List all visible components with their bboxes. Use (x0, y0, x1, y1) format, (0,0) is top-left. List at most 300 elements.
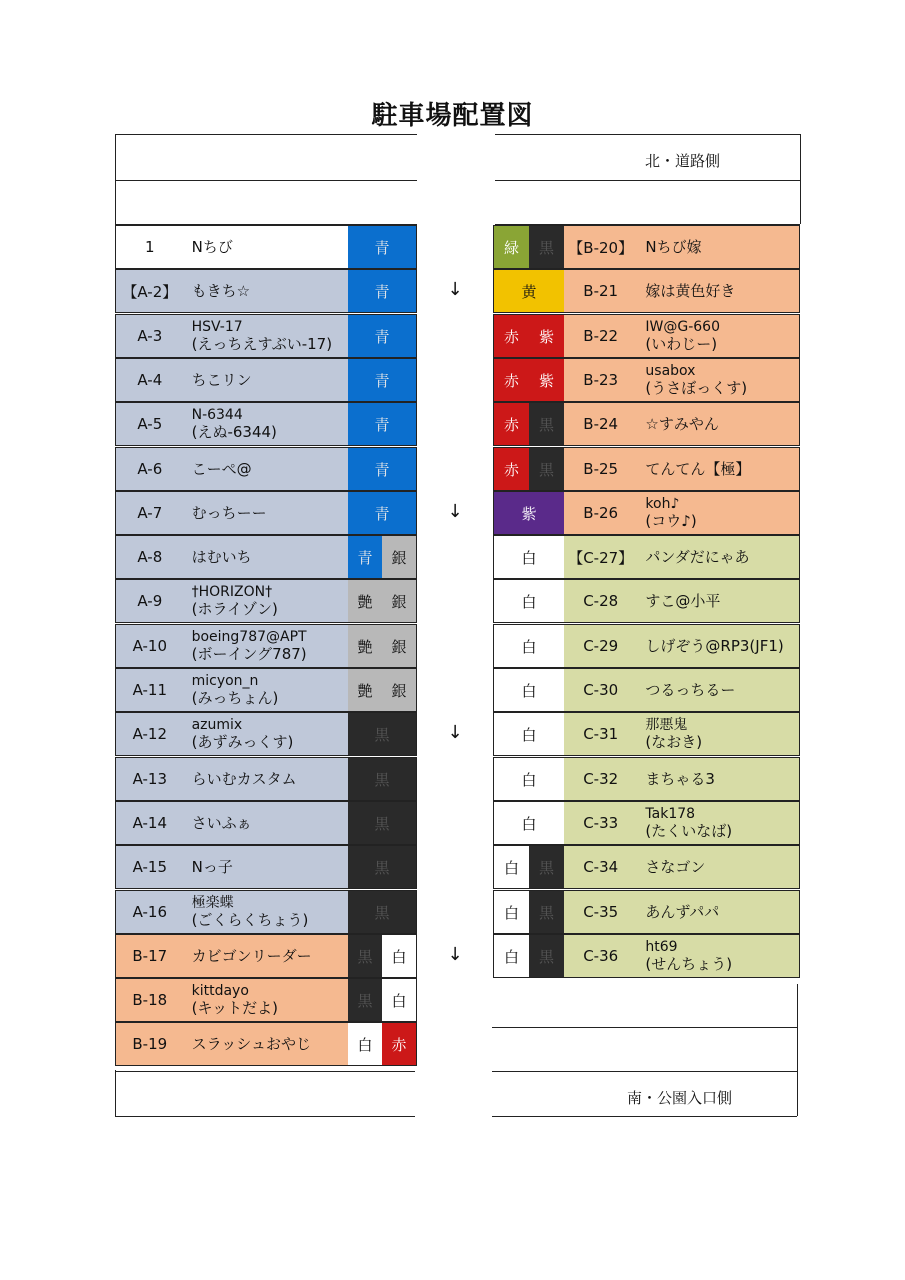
car-color-swatch: 白 (494, 669, 564, 711)
owner-name-line2: (えっちえすぶい-17) (191, 335, 333, 353)
car-color-box (494, 669, 564, 711)
car-color-swatch: 青 (348, 448, 416, 490)
left-parking-row (115, 845, 417, 889)
space-id-text: A-8 (137, 548, 163, 566)
car-color-swatch: 白 (494, 802, 564, 844)
space-id (116, 802, 184, 844)
space-id-text: C-33 (583, 814, 619, 832)
space-id (564, 226, 637, 268)
space-id (116, 226, 184, 268)
car-color-box (494, 802, 564, 844)
right-parking-row (493, 225, 800, 269)
right-parking-row (493, 269, 800, 313)
south-label: 南・公園入口側 (627, 1089, 733, 1107)
owner-name-line1: さなゴン (645, 857, 706, 876)
space-id (116, 492, 184, 534)
owner-name-line2: (ごくらくちょう) (191, 911, 309, 929)
owner-name-line2: (みっちょん) (191, 689, 279, 707)
left-parking-row (115, 757, 417, 801)
owner-name-line2: (せんちょう) (645, 955, 733, 973)
down-arrow-icon: ↓ (447, 944, 463, 965)
car-color-box (348, 226, 416, 268)
space-id (116, 359, 184, 401)
left-parking-row (115, 1022, 417, 1066)
space-id-text: A-5 (137, 415, 163, 433)
left-border-top (115, 134, 116, 224)
owner-name-line2: (キットだよ) (191, 999, 278, 1017)
owner-name-line1: スラッシュおやじ (191, 1034, 311, 1053)
right-parking-row (493, 535, 800, 579)
car-color-box (348, 979, 416, 1021)
car-color-box (494, 536, 564, 578)
car-color-box (494, 226, 564, 268)
owner-name-line1: kittdayo (191, 983, 249, 999)
footer-line-right-1 (492, 1027, 797, 1028)
owner-name-line1: こーぺ@ (191, 459, 252, 478)
space-id (564, 713, 637, 755)
car-color-swatch: 青 (348, 536, 382, 578)
right-parking-row (493, 624, 800, 668)
left-parking-row (115, 668, 417, 712)
owner-name (637, 315, 799, 357)
owner-name (184, 492, 348, 534)
car-color-box (348, 359, 416, 401)
right-parking-row (493, 845, 800, 889)
left-parking-row (115, 624, 417, 668)
car-color-box (494, 359, 564, 401)
space-id-text: A-11 (132, 681, 168, 699)
car-color-swatch: 銀 (382, 625, 416, 667)
space-id-text: A-10 (132, 637, 168, 655)
owner-name-line1: カビゴンリーダー (191, 946, 312, 965)
space-id (564, 359, 637, 401)
car-color-box (348, 492, 416, 534)
car-color-swatch: 白 (494, 846, 529, 888)
space-id (564, 625, 637, 667)
right-border-bottom (797, 984, 798, 1116)
car-color-box (494, 713, 564, 755)
car-color-box (348, 669, 416, 711)
car-color-box (494, 315, 564, 357)
space-id-text: 【A-2】 (122, 282, 178, 301)
car-color-swatch: 黒 (529, 891, 564, 933)
owner-name (637, 536, 799, 578)
space-id (116, 536, 184, 578)
car-color-box (494, 403, 564, 445)
space-id (116, 935, 184, 977)
down-arrow-icon: ↓ (447, 279, 463, 300)
car-color-box (494, 891, 564, 933)
space-id-text: B-23 (583, 371, 619, 389)
right-parking-row (493, 491, 800, 535)
space-id-text: C-35 (583, 903, 619, 921)
owner-name-line1: boeing787@APT (191, 629, 307, 645)
car-color-swatch: 緑 (494, 226, 529, 268)
space-id (564, 403, 637, 445)
space-id (116, 669, 184, 711)
owner-name-line1: usabox (645, 363, 696, 379)
owner-name-line2: (えぬ-6344) (191, 423, 277, 441)
owner-name (184, 979, 348, 1021)
right-parking-row (493, 314, 800, 358)
left-parking-row (115, 402, 417, 446)
car-color-swatch: 白 (382, 979, 416, 1021)
owner-name-line2: (なおき) (645, 733, 703, 751)
space-id (116, 846, 184, 888)
car-color-box (348, 846, 416, 888)
space-id-text: A-4 (137, 371, 163, 389)
car-color-swatch: 白 (494, 935, 529, 977)
space-id (564, 669, 637, 711)
space-id (116, 448, 184, 490)
car-color-swatch: 黒 (529, 226, 564, 268)
header-mid-line-right (495, 180, 800, 181)
space-id-text: B-18 (132, 991, 168, 1009)
car-color-box (348, 713, 416, 755)
left-parking-row (115, 314, 417, 358)
car-color-box (494, 758, 564, 800)
car-color-swatch: 黒 (529, 846, 564, 888)
right-parking-row (493, 358, 800, 402)
car-color-swatch: 白 (348, 1023, 382, 1065)
space-id (116, 580, 184, 622)
owner-name (637, 403, 799, 445)
owner-name-line1: ht69 (645, 939, 678, 955)
car-color-box (494, 270, 564, 312)
space-id (564, 758, 637, 800)
car-color-box (348, 270, 416, 312)
owner-name (184, 315, 348, 357)
car-color-swatch: 黒 (348, 891, 416, 933)
space-id-text: B-19 (132, 1035, 168, 1053)
space-id (564, 846, 637, 888)
car-color-swatch: 艶 (348, 580, 382, 622)
car-color-swatch: 白 (494, 713, 564, 755)
footer-line-right-3 (492, 1116, 797, 1117)
owner-name-line1: †HORIZON† (191, 584, 273, 600)
space-id-text: B-26 (583, 504, 619, 522)
owner-name (184, 536, 348, 578)
car-color-swatch: 赤 (494, 403, 529, 445)
owner-name-line1: Nちび (191, 237, 233, 256)
owner-name-line1: N-6344 (191, 407, 243, 423)
owner-name-line1: Tak178 (645, 806, 696, 822)
space-id-text: A-6 (137, 460, 163, 478)
space-id (116, 1023, 184, 1065)
left-parking-row (115, 269, 417, 313)
owner-name (637, 846, 799, 888)
space-id (564, 802, 637, 844)
owner-name (637, 713, 799, 755)
left-border-bottom (115, 1070, 116, 1116)
car-color-swatch: 赤 (494, 448, 529, 490)
space-id (564, 315, 637, 357)
car-color-swatch: 銀 (382, 669, 416, 711)
space-id (116, 891, 184, 933)
owner-name (184, 448, 348, 490)
owner-name (184, 226, 348, 268)
owner-name-line1: ☆すみやん (645, 414, 719, 433)
owner-name (637, 935, 799, 977)
car-color-swatch: 赤 (494, 315, 529, 357)
car-color-swatch: 白 (494, 536, 564, 578)
car-color-box (348, 315, 416, 357)
right-parking-row (493, 712, 800, 756)
right-parking-row (493, 934, 800, 978)
space-id (564, 448, 637, 490)
car-color-swatch: 銀 (382, 580, 416, 622)
space-id-text: B-21 (583, 282, 619, 300)
space-id-text: A-15 (132, 858, 168, 876)
left-parking-row (115, 535, 417, 579)
car-color-box (494, 448, 564, 490)
owner-name-line1: はむいち (191, 547, 252, 566)
left-parking-row (115, 447, 417, 491)
car-color-swatch: 紫 (529, 315, 564, 357)
owner-name-line2: (コウ♪) (645, 512, 697, 530)
owner-name (637, 270, 799, 312)
space-id (564, 580, 637, 622)
car-color-box (494, 580, 564, 622)
right-parking-row (493, 447, 800, 491)
header-top-line-right (495, 134, 800, 135)
footer-line-right-2 (492, 1071, 797, 1072)
car-color-box (348, 1023, 416, 1065)
car-color-box (348, 536, 416, 578)
car-color-swatch: 白 (494, 758, 564, 800)
space-id (116, 625, 184, 667)
owner-name (637, 669, 799, 711)
owner-name-line2: (あずみっくす) (191, 733, 294, 751)
car-color-box (348, 758, 416, 800)
space-id-text: C-29 (583, 637, 619, 655)
owner-name-line1: Nっ子 (191, 857, 233, 876)
car-color-swatch: 銀 (382, 536, 416, 578)
car-color-box (494, 492, 564, 534)
right-parking-row (493, 668, 800, 712)
owner-name (184, 1023, 348, 1065)
right-parking-row (493, 801, 800, 845)
car-color-swatch: 黒 (348, 979, 382, 1021)
car-color-swatch: 赤 (382, 1023, 416, 1065)
footer-line-left-2 (115, 1116, 415, 1117)
owner-name-line1: さいふぁ (191, 813, 252, 832)
car-color-swatch: 白 (494, 580, 564, 622)
owner-name (637, 492, 799, 534)
space-id-text: B-22 (583, 327, 619, 345)
owner-name (637, 580, 799, 622)
right-parking-row (493, 890, 800, 934)
space-id (116, 403, 184, 445)
space-id-text: 1 (145, 238, 155, 256)
car-color-swatch: 赤 (494, 359, 529, 401)
car-color-swatch: 白 (494, 891, 529, 933)
owner-name-line2: (ホライゾン) (191, 600, 278, 618)
car-color-swatch: 艶 (348, 669, 382, 711)
space-id-text: 【C-27】 (568, 548, 634, 567)
footer-line-left-1 (115, 1071, 415, 1072)
owner-name (184, 669, 348, 711)
owner-name (184, 270, 348, 312)
owner-name-line1: てんてん【極】 (645, 459, 751, 478)
space-id-text: A-13 (132, 770, 168, 788)
car-color-swatch: 青 (348, 359, 416, 401)
owner-name-line1: むっちーー (191, 503, 267, 522)
car-color-swatch: 青 (348, 315, 416, 357)
car-color-box (494, 846, 564, 888)
car-color-box (494, 625, 564, 667)
space-id (564, 492, 637, 534)
space-id-text: C-30 (583, 681, 619, 699)
car-color-swatch: 黒 (529, 448, 564, 490)
space-id-text: A-3 (137, 327, 163, 345)
car-color-swatch: 青 (348, 403, 416, 445)
owner-name-line1: しげぞう@RP3(JF1) (645, 636, 784, 655)
owner-name-line1: あんずパパ (645, 902, 720, 921)
space-id-text: C-36 (583, 947, 619, 965)
space-id-text: A-9 (137, 592, 163, 610)
left-parking-row (115, 890, 417, 934)
car-color-swatch: 黒 (348, 935, 382, 977)
space-id (116, 315, 184, 357)
left-parking-row (115, 934, 417, 978)
owner-name-line2: (たくいなば) (645, 822, 733, 840)
car-color-swatch: 青 (348, 226, 416, 268)
right-parking-row (493, 757, 800, 801)
owner-name (637, 226, 799, 268)
space-id (564, 935, 637, 977)
owner-name-line2: (うさぼっくす) (645, 379, 748, 397)
left-parking-row (115, 491, 417, 535)
car-color-box (348, 802, 416, 844)
space-id-text: B-17 (132, 947, 168, 965)
owner-name-line1: らいむカスタム (191, 769, 297, 788)
owner-name (637, 359, 799, 401)
owner-name-line1: 嫁は黄色好き (645, 281, 736, 300)
owner-name-line1: micyon_n (191, 673, 259, 689)
car-color-swatch: 黒 (529, 935, 564, 977)
car-color-swatch: 黒 (348, 846, 416, 888)
owner-name-line2: (いわじー) (645, 335, 718, 353)
owner-name (184, 713, 348, 755)
space-id-text: B-25 (583, 460, 619, 478)
car-color-swatch: 紫 (529, 359, 564, 401)
car-color-box (348, 625, 416, 667)
space-id (564, 891, 637, 933)
right-parking-row (493, 402, 800, 446)
car-color-box (348, 403, 416, 445)
owner-name-line1: パンダだにゃあ (645, 547, 750, 566)
header-top-line-left (115, 134, 417, 135)
owner-name (184, 846, 348, 888)
space-id (116, 979, 184, 1021)
space-id (116, 758, 184, 800)
space-id-text: C-28 (583, 592, 619, 610)
car-color-swatch: 黒 (348, 802, 416, 844)
page-title: 駐車場配置図 (371, 101, 534, 131)
car-color-swatch: 青 (348, 492, 416, 534)
owner-name (637, 891, 799, 933)
space-id-text: C-34 (583, 858, 619, 876)
owner-name-line1: つるっちるー (645, 680, 736, 699)
owner-name-line1: Nちび嫁 (645, 237, 702, 256)
space-id-text: C-32 (583, 770, 619, 788)
car-color-swatch: 白 (382, 935, 416, 977)
car-color-box (348, 935, 416, 977)
owner-name-line1: HSV-17 (191, 319, 243, 335)
space-id (564, 270, 637, 312)
owner-name (184, 758, 348, 800)
car-color-box (348, 448, 416, 490)
owner-name (184, 580, 348, 622)
space-id (564, 536, 637, 578)
down-arrow-icon: ↓ (447, 722, 463, 743)
owner-name-line1: すこ@小平 (645, 591, 721, 610)
owner-name (637, 448, 799, 490)
left-parking-row (115, 978, 417, 1022)
right-border-top (800, 134, 801, 224)
header-mid-line-left (115, 180, 417, 181)
owner-name (184, 891, 348, 933)
owner-name (637, 625, 799, 667)
right-parking-row (493, 579, 800, 623)
space-id-text: A-14 (132, 814, 168, 832)
owner-name-line1: ちこリン (191, 370, 252, 389)
owner-name (184, 802, 348, 844)
owner-name-line1: koh♪ (645, 496, 680, 512)
car-color-box (348, 891, 416, 933)
car-color-swatch: 白 (494, 625, 564, 667)
owner-name (184, 359, 348, 401)
car-color-swatch: 艶 (348, 625, 382, 667)
owner-name-line1: IW@G-660 (645, 319, 720, 335)
owner-name-line1: まちゃる3 (645, 769, 715, 788)
space-id-text: A-7 (137, 504, 163, 522)
owner-name-line1: azumix (191, 717, 243, 733)
owner-name-line1: 那悪鬼 (645, 717, 688, 733)
owner-name (184, 403, 348, 445)
down-arrow-icon: ↓ (447, 501, 463, 522)
car-color-swatch: 黒 (348, 758, 416, 800)
space-id-text: C-31 (583, 725, 619, 743)
car-color-swatch: 黒 (529, 403, 564, 445)
left-parking-row (115, 358, 417, 402)
car-color-box (348, 580, 416, 622)
space-id (116, 270, 184, 312)
owner-name-line2: (ボーイング787) (191, 645, 307, 663)
car-color-swatch: 紫 (494, 492, 564, 534)
owner-name (184, 625, 348, 667)
car-color-swatch: 青 (348, 270, 416, 312)
owner-name-line1: もきち☆ (191, 281, 251, 300)
left-parking-row (115, 801, 417, 845)
car-color-swatch: 黒 (348, 713, 416, 755)
space-id-text: B-24 (583, 415, 619, 433)
owner-name (637, 758, 799, 800)
space-id-text: 【B-20】 (568, 238, 634, 257)
space-id-text: A-16 (132, 903, 168, 921)
owner-name (637, 802, 799, 844)
left-parking-row (115, 225, 417, 269)
car-color-swatch: 黄 (494, 270, 564, 312)
space-id-text: A-12 (132, 725, 168, 743)
owner-name-line1: 極楽蝶 (191, 895, 234, 911)
car-color-box (494, 935, 564, 977)
space-id (116, 713, 184, 755)
owner-name (184, 935, 348, 977)
north-label: 北・道路側 (645, 152, 721, 170)
left-parking-row (115, 579, 417, 623)
